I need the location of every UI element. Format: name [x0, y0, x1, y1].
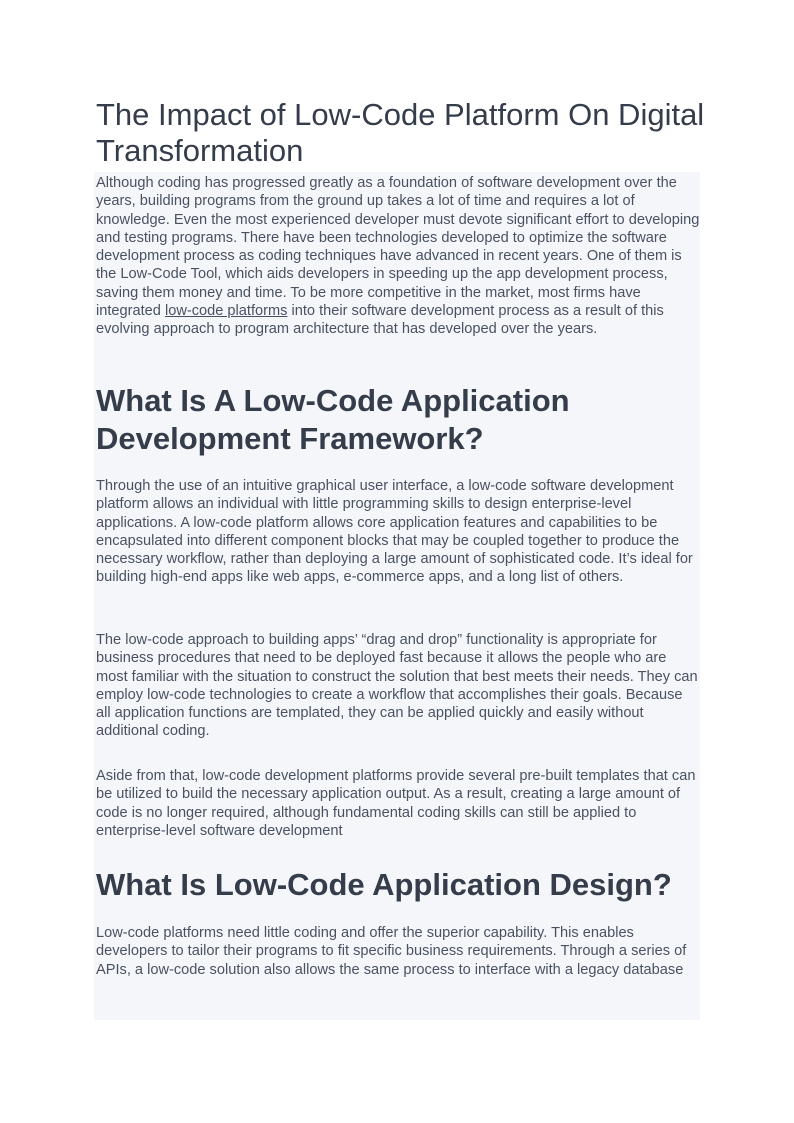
document-title: The Impact of Low-Code Platform On Digital Transformation — [96, 97, 705, 168]
framework-paragraph-1: Through the use of an intuitive graphical user interface, a low-code software development platform allows an individual with little programming skills to design enterprise-level applications. A low-code platform allows core application features and capabilities to be encapsulated into different component blocks that may be coupled together to produce the necessary workflow, rather than deploying a large amount of sophisticated code. It’s ideal for building high-end apps like web apps, e-commerce apps, and a long list of others. — [96, 478, 693, 586]
intro-text-before-link: Although coding has progressed greatly as a foundation of software development over the years, building programs from the ground up takes a lot of time and requires a lot of knowledge. Even the most experienced developer must devote significant effort to developing and testing programs. There have been technologies developed to optimize the software development process as coding techniques have advanced in recent years. One of them is the Low-Code Tool, which aids developers in speeding up the app development process, saving them money and time. To be more competitive in the market, most firms have integrated — [96, 175, 700, 320]
framework-paragraph-3: Aside from that, low-code development platforms provide several pre-built templates that can be utilized to build the necessary application output. As a result, creating a large amount of code is no longer required, although fundamental coding skills can still be applied to enterprise-level software development — [96, 768, 696, 839]
intro-text-after-link: into their software development process as a result of this evolving approach to program architecture that has developed over the years. — [96, 303, 664, 338]
framework-paragraph-2: The low-code approach to building apps’ “drag and drop” functionality is appropriate for business procedures that need to be deployed fast because it allows the people who are most familiar with the situation to construct the solution that best meets their needs. They can employ low-code technologies to create a workflow that accomplishes their goals. Because all application functions are templated, they can be applied quickly and easily without additional coding. — [96, 632, 698, 740]
intro-paragraph — [96, 174, 700, 339]
design-paragraph-1: Low-code platforms need little coding and offer the superior capability. This enables developers to tailor their programs to fit specific business requirements. Through a series of APIs, a low-code solution also allows the same process to interface with a legacy database — [96, 925, 687, 978]
section-heading-design: What Is Low-Code Application Design? — [96, 867, 672, 902]
low-code-platforms-link[interactable]: low-code platforms — [164, 303, 288, 320]
section-heading-framework: What Is A Low-Code Application Development Framework? — [96, 383, 570, 456]
